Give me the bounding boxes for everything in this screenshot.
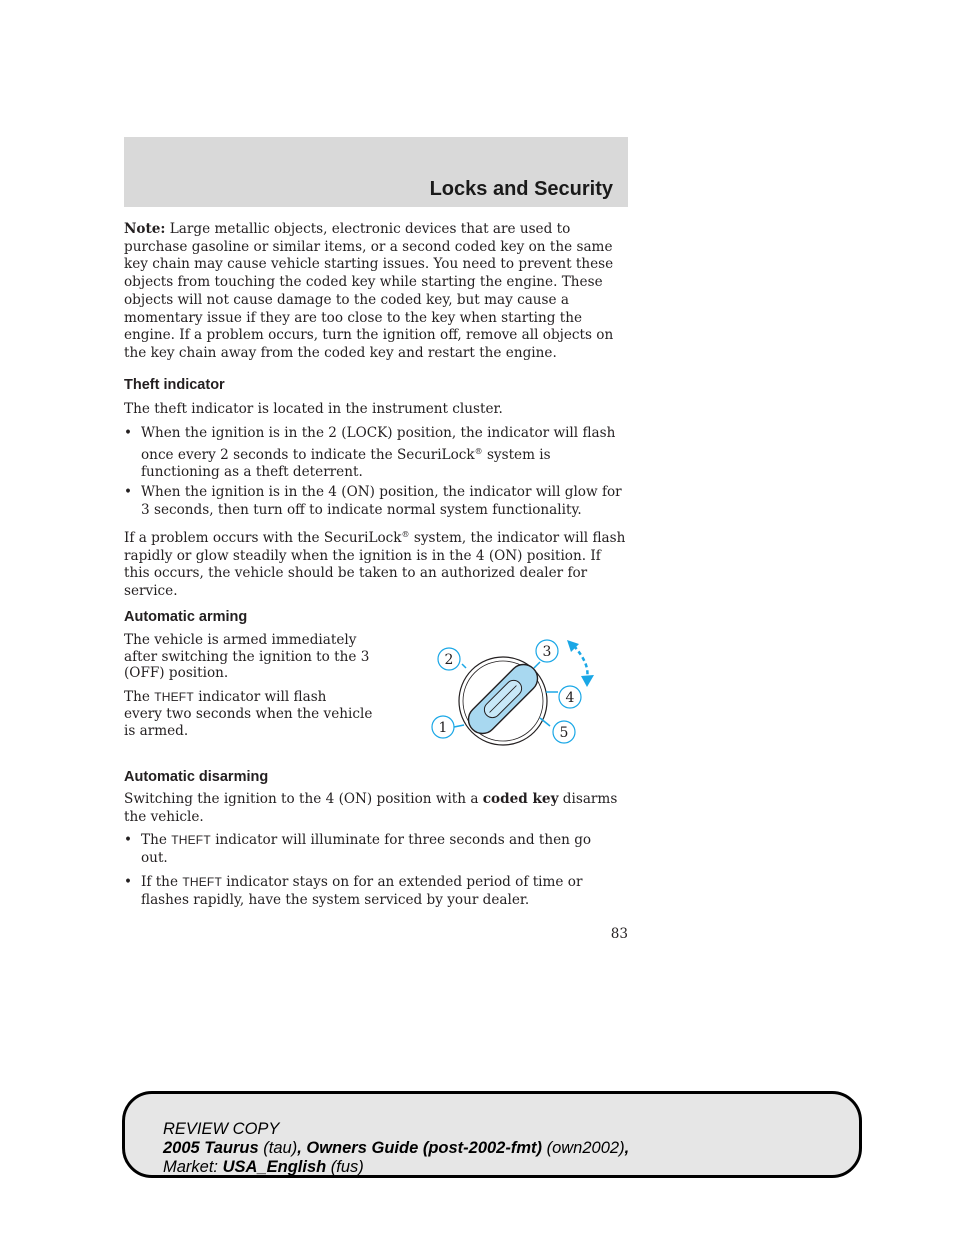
review-copy-label: REVIEW COPY <box>163 1120 280 1138</box>
ignition-positions-diagram <box>424 630 604 750</box>
theft-indicator-heading: Theft indicator <box>124 377 225 393</box>
guide-code: (own2002) <box>542 1139 625 1157</box>
bullet-line: When the ignition is in the 4 (ON) position, the indicator will glow for <box>141 484 622 500</box>
note-label: Note: <box>124 221 166 237</box>
rotation-arrow-head-down <box>581 675 594 687</box>
securilock-problem-paragraph: If a problem occurs with the SecuriLock® system, the indicator will flash rapidly or glow steadily when the ignition is in the 4 (ON) position. If this occurs, the vehicle should be taken to an authorized dealer for service. <box>124 526 634 601</box>
theft-indicator-label: THEFT <box>171 833 211 847</box>
market-name: USA_English <box>222 1158 327 1176</box>
note-line: Large metallic objects, electronic devices that are used to <box>165 221 571 237</box>
bullet-theft-illuminate: The THEFT indicator will illuminate for three seconds and then go out. <box>141 832 631 867</box>
review-copy-footer <box>122 1091 862 1178</box>
market-label: Market: <box>163 1158 223 1176</box>
bullet-dot: • <box>124 874 133 890</box>
coded-key-emphasis: coded key <box>482 791 559 807</box>
market-code: (fus) <box>326 1158 364 1176</box>
note-line: momentary issue if they are too close to the key when starting the <box>124 309 583 326</box>
section-header-band <box>124 137 628 207</box>
note-line: objects will not cause damage to the coded key, but may cause a <box>124 291 569 308</box>
paragraph-line: (OFF) position. <box>124 665 229 681</box>
bullet-line: once every 2 seconds to indicate the SecuriLock® system is <box>141 446 551 463</box>
paragraph-line: the vehicle. <box>124 808 204 825</box>
paragraph-line: rapidly or glow steadily when the ignition is in the 4 (ON) position. If <box>124 547 601 564</box>
section-title: Locks and Security <box>429 178 613 200</box>
note-line: engine. If a problem occurs, turn the ignition off, remove all objects on <box>124 327 614 344</box>
position-tick <box>462 664 466 668</box>
note-line: purchase gasoline or similar items, or a second coded key on the same <box>124 238 613 255</box>
bullet-line: flashes rapidly, have the system serviced by your dealer. <box>141 891 530 908</box>
arming-paragraph-1 <box>124 632 384 682</box>
disarming-paragraph: Switching the ignition to the 4 (ON) position with a coded key disarms the vehicle. <box>124 791 634 826</box>
note-line: objects from touching the coded key while starting the engine. These <box>124 274 603 291</box>
paragraph-line: after switching the ignition to the 3 <box>124 648 370 665</box>
bullet-line: functioning as a theft deterrent. <box>141 464 363 481</box>
note-line: the key chain away from the coded key and restart the engine. <box>124 344 557 361</box>
paragraph-line: service. <box>124 583 178 600</box>
bullet-on-position <box>141 484 631 519</box>
position-4-label: 4 <box>565 690 575 706</box>
page-number: 83 <box>610 926 628 942</box>
footer-comma: , <box>624 1139 630 1157</box>
paragraph-line: is armed. <box>124 723 189 739</box>
theft-indicator-label: THEFT <box>154 690 194 704</box>
automatic-disarming-heading: Automatic disarming <box>124 769 269 785</box>
footer-text <box>163 1120 629 1177</box>
rotation-arrow-path <box>574 646 587 678</box>
paragraph-line: every two seconds when the vehicle <box>124 706 373 722</box>
note-line: key chain may cause vehicle starting issues. You need to prevent these <box>124 256 614 273</box>
note-paragraph <box>124 221 634 363</box>
bullet-line: 3 seconds, then turn off to indicate normal system functionality. <box>141 501 582 518</box>
registered-mark: ® <box>474 446 483 456</box>
position-tick <box>534 662 540 668</box>
automatic-arming-heading: Automatic arming <box>124 609 248 625</box>
model-name: 2005 Taurus <box>163 1139 259 1157</box>
registered-mark: ® <box>401 530 410 539</box>
bullet-dot: • <box>124 832 133 848</box>
bullet-dot: • <box>124 484 133 500</box>
position-5-label: 5 <box>559 725 569 741</box>
model-code: (tau) <box>258 1139 298 1157</box>
bullet-line: When the ignition is in the 2 (LOCK) position, the indicator will flash <box>141 425 616 441</box>
position-1-label: 1 <box>438 720 448 736</box>
arming-paragraph-2: The THEFT indicator will flash every two seconds when the vehicle is armed. <box>124 689 384 740</box>
bullet-theft-stays-on: If the THEFT indicator stays on for an extended period of time or flashes rapidly, have the system serviced by your dealer. <box>141 874 631 909</box>
theft-indicator-intro: The theft indicator is located in the instrument cluster. <box>124 401 503 417</box>
position-3-label: 3 <box>542 644 552 660</box>
bullet-line: out. <box>141 849 168 866</box>
bullet-dot: • <box>124 425 133 441</box>
guide-name: , Owners Guide (post-2002-fmt) <box>297 1139 543 1157</box>
position-tick <box>454 725 464 727</box>
bullet-lock-position <box>141 425 631 482</box>
position-2-label: 2 <box>444 652 454 668</box>
paragraph-line: this occurs, the vehicle should be taken to an authorized dealer for <box>124 565 588 582</box>
theft-indicator-label: THEFT <box>182 875 222 889</box>
paragraph-line: The vehicle is armed immediately <box>124 632 357 648</box>
rotation-arrow-head-up <box>567 640 579 652</box>
